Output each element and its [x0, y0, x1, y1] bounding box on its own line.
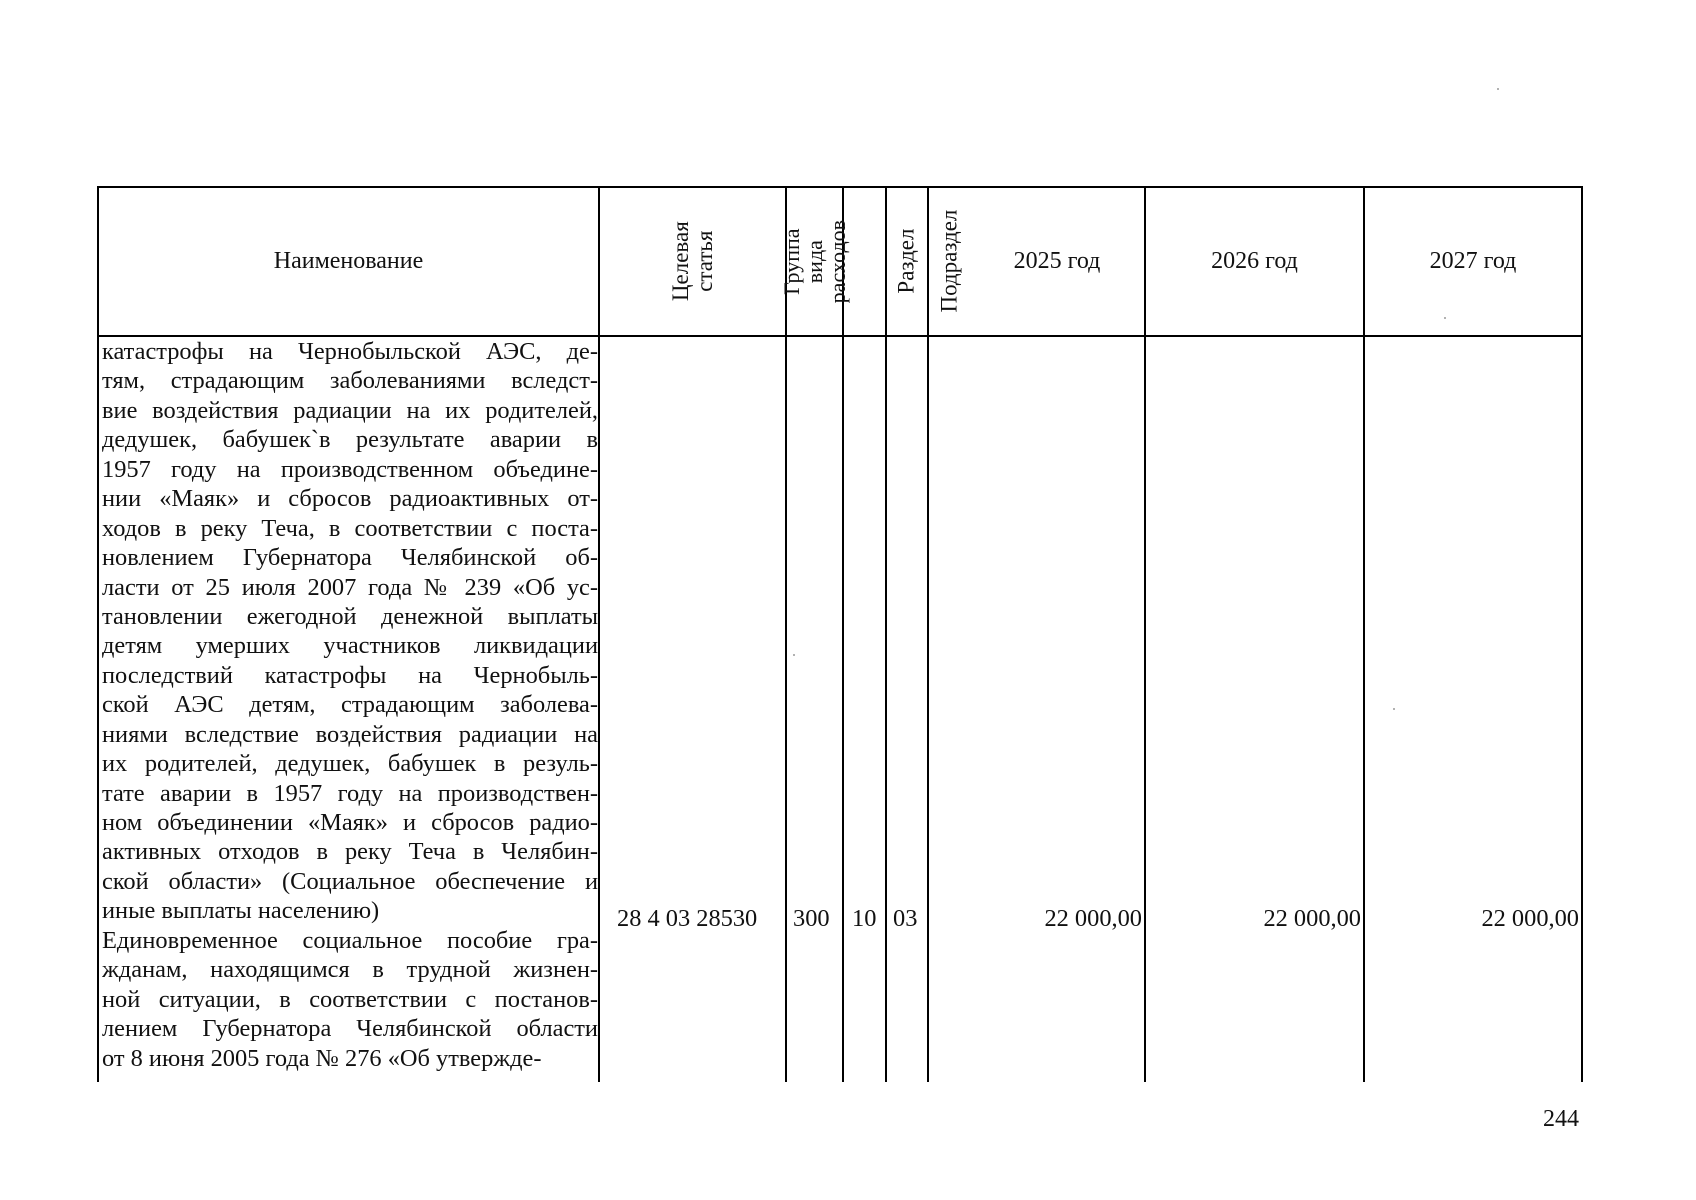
- header-name: [99, 188, 598, 335]
- row-expense-group: 300: [793, 905, 830, 932]
- row-name-line: катастрофы на Чернобыльской АЭС, де-: [102, 338, 598, 365]
- col-divider-group: [842, 186, 844, 1082]
- row-name-line: нии «Маяк» и сбросов радиоактивных от-: [102, 485, 598, 513]
- row-name-line: последствий катастрофы на Чернобыль-: [102, 661, 598, 689]
- row-name-line: жданам, находящимся в трудной жизнен-: [102, 956, 598, 984]
- scan-speck: [1393, 708, 1395, 710]
- row-name-line: тановлении ежегодной денежной выплаты: [102, 602, 598, 630]
- row-target-article: 28 4 03 28530: [617, 905, 758, 932]
- table-right-border: [1581, 186, 1583, 1082]
- header-target-article: [600, 188, 785, 335]
- header-name-label: Наименование: [273, 248, 424, 275]
- header-section-label: Раздел: [893, 228, 919, 295]
- header-expense-group-label: Группа вида расходов: [778, 219, 851, 304]
- row-name-line: Единовременное социальное пособие гра-: [102, 926, 598, 954]
- row-name-line: новлением Губернатора Челябинской об-: [102, 544, 598, 572]
- row-name-line: ной ситуации, в соответствии с постанов-: [102, 985, 598, 1013]
- row-name-text: [102, 337, 598, 1073]
- row-name-line: тям, страдающим заболеваниями вследст-: [102, 367, 598, 395]
- scan-speck: [1444, 317, 1446, 319]
- row-name-line: дедушек, бабушек`в результате аварии в: [102, 426, 598, 454]
- row-name-line: вие воздействия радиации на их родителей,: [102, 396, 598, 424]
- row-subsection: 03: [893, 905, 918, 932]
- row-name-line: ниями вследствие воздействия радиации на: [102, 720, 598, 748]
- header-2027-label: 2027 год: [1429, 248, 1517, 275]
- header-expense-group: [778, 188, 851, 335]
- row-name-line: ласти от 25 июля 2007 года № 239 «Об ус-: [102, 573, 598, 601]
- row-name-line: детям умерших участников ликвидации: [102, 632, 598, 660]
- header-subsection-label: Подраздел: [936, 210, 962, 313]
- row-name-line: лением Губернатора Челябинской области: [102, 1015, 598, 1043]
- row-name-line: ном объединении «Маяк» и сбросов радио-: [102, 809, 598, 836]
- row-name-line: ской области» (Социальное обеспечение и: [102, 867, 598, 895]
- row-2025: 22 000,00: [1044, 905, 1142, 932]
- header-subsection: [929, 188, 970, 335]
- header-2025-label: 2025 год: [1013, 248, 1101, 275]
- row-name-line: от 8 июня 2005 года № 276 «Об утвержде-: [102, 1044, 542, 1072]
- row-name-line: тате аварии в 1957 году на производствен-: [102, 779, 598, 807]
- row-name-line: активных отходов в реку Теча в Челябин-: [102, 838, 598, 866]
- header-2027: [1365, 188, 1581, 335]
- scan-speck: [793, 654, 795, 656]
- header-2026-label: 2026 год: [1211, 248, 1298, 275]
- row-name-line: 1957 году на производственном объедине-: [102, 455, 598, 483]
- row-2026: 22 000,00: [1263, 905, 1361, 932]
- header-target-article-label: Целевая статья: [667, 221, 717, 302]
- page-number: 244: [1543, 1106, 1579, 1132]
- header-2026: [1146, 188, 1363, 335]
- row-name-line: ходов в реку Теча, в соответствии с поста-: [102, 514, 598, 542]
- scan-speck: [1497, 88, 1499, 90]
- row-section: 10: [852, 905, 877, 932]
- header-section: [887, 188, 927, 335]
- row-name-line: иные выплаты населению): [102, 897, 380, 925]
- header-2025: [970, 188, 1144, 335]
- row-name-line: их родителей, дедушек, бабушек в резуль-: [102, 750, 598, 778]
- row-name-line: ской АЭС детям, страдающим заболева-: [102, 691, 598, 719]
- row-2027: 22 000,00: [1481, 905, 1579, 932]
